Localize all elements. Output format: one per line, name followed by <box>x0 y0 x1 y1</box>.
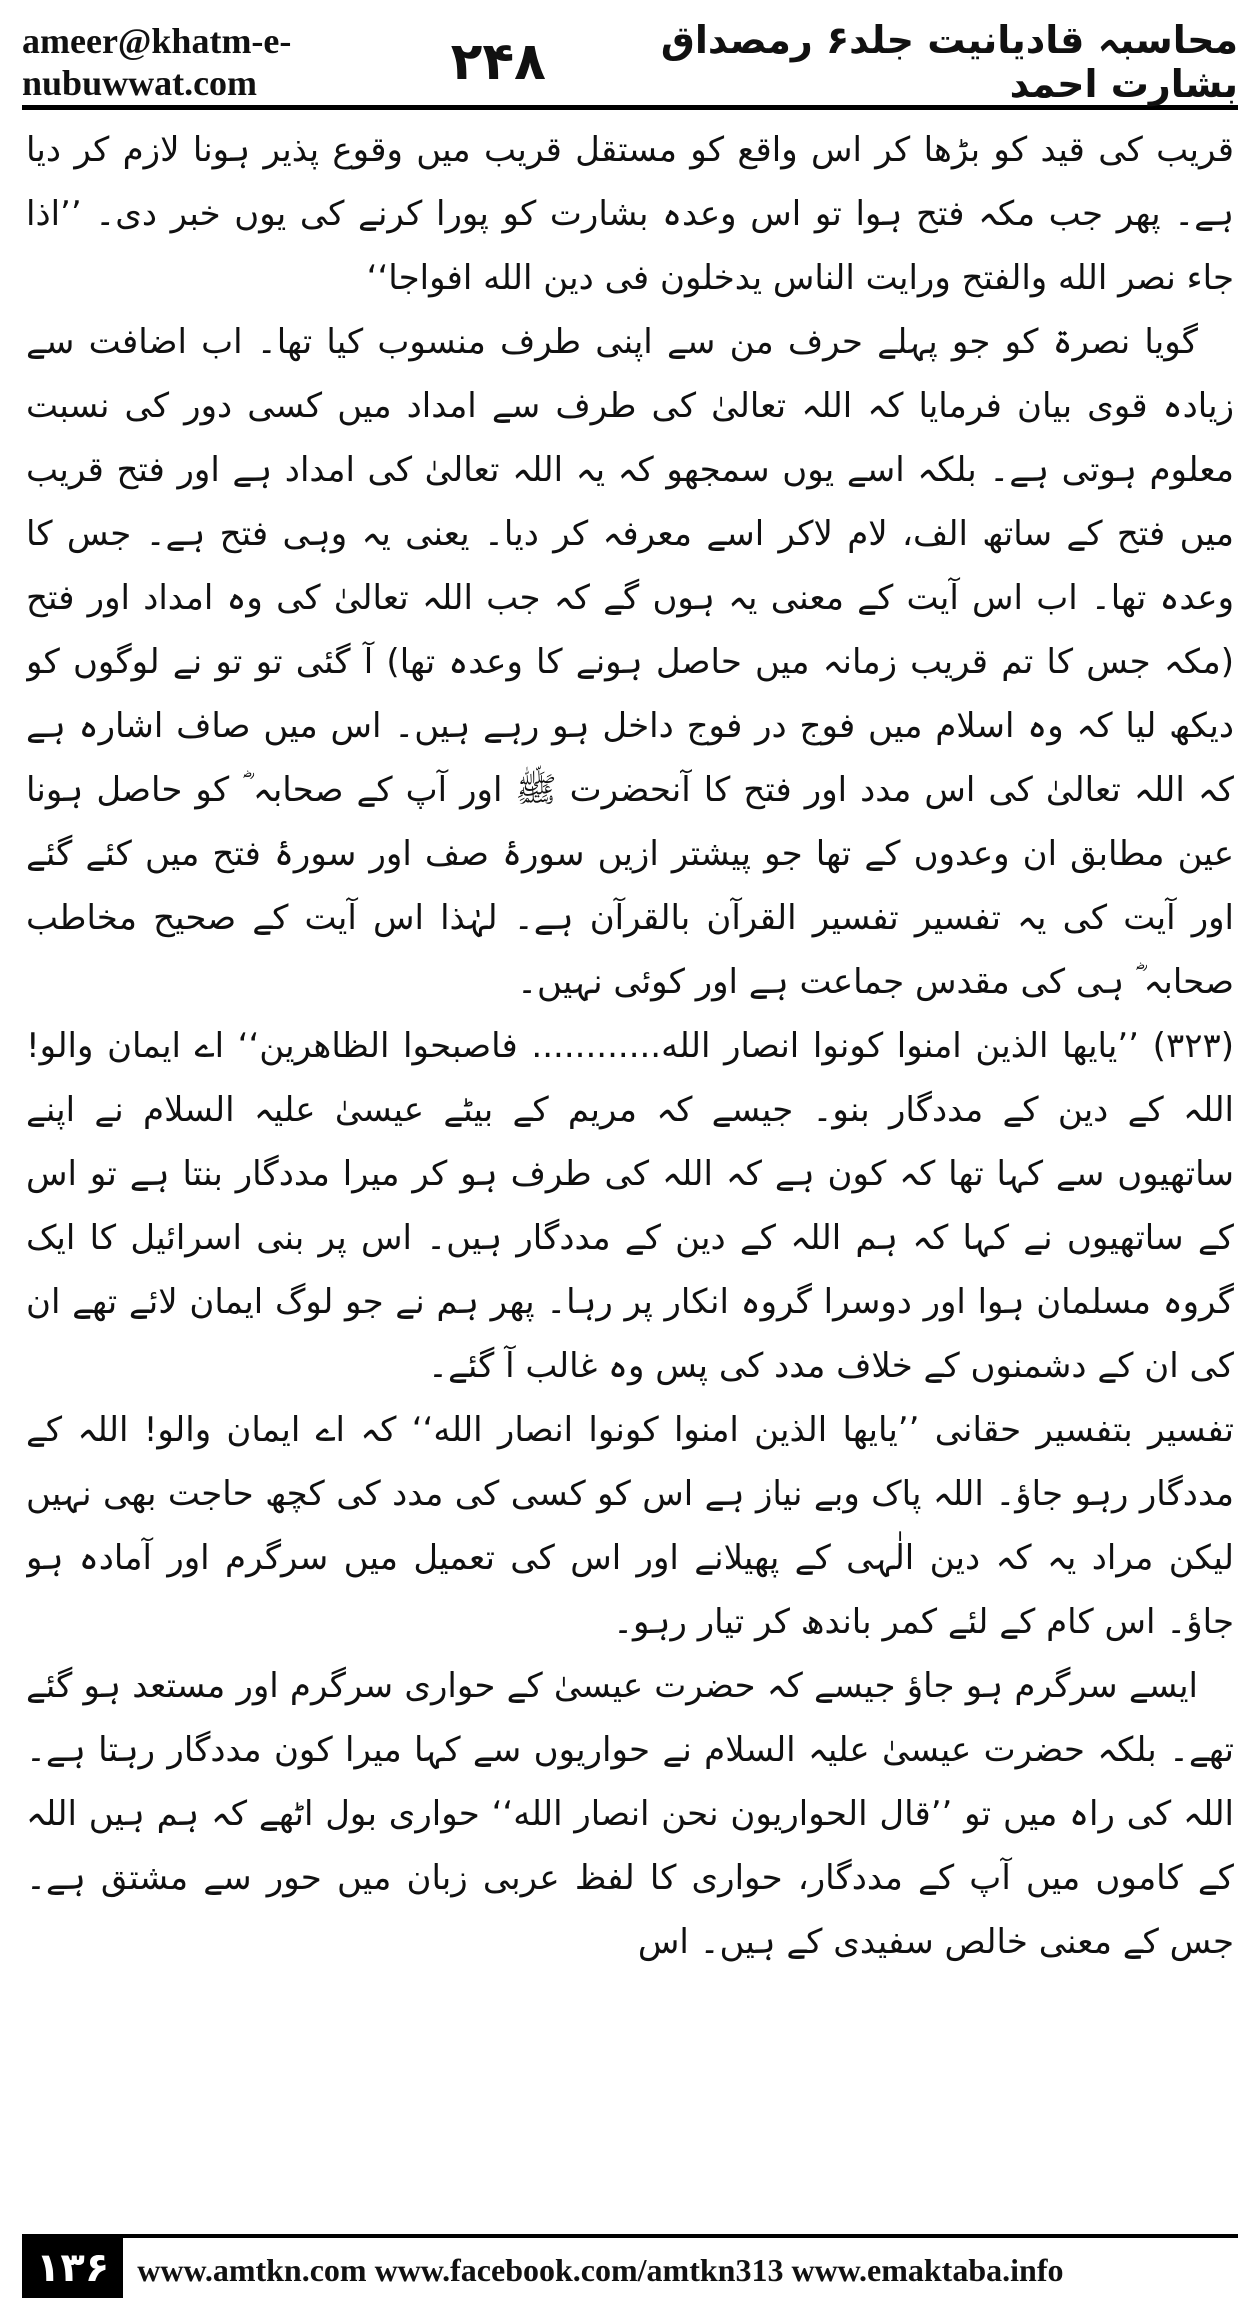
header-page-number: ۲۴۸ <box>450 31 546 92</box>
page-body <box>26 118 1234 2168</box>
paragraph-5: ایسے سرگرم ہو جاؤ جیسے کہ حضرت عیسیٰ کے حواری سرگرم اور مستعد ہو گئے تھے۔ بلکہ حضرت عیسیٰ علیہ السلام نے حواریوں سے کہا میرا کون مددگار رہتا ہے۔ اللہ کی راہ میں تو ’’قال الحواریون نحن انصار الله‘‘ حواری بول اٹھے کہ ہم ہیں اللہ کے کاموں میں آپ کے مددگار، حواری کا لفظ عربی زبان میں حور سے مشتق ہے۔ جس کے معنی خالص سفیدی کے ہیں۔ اس <box>26 1666 1234 1962</box>
paragraph-1: قریب کی قید کو بڑھا کر اس واقع کو مستقل قریب میں وقوع پذیر ہونا لازم کر دیا ہے۔ پھر جب مکہ فتح ہوا تو اس وعدہ بشارت کو پورا کرنے کی یوں خبر دی۔ ’’اذا جاء نصر الله والفتح ورایت الناس یدخلون فی دین الله افواجا‘‘ <box>26 130 1234 298</box>
page-header <box>22 18 1238 110</box>
paragraph-2: گویا نصرۃ کو جو پہلے حرف من سے اپنی طرف منسوب کیا تھا۔ اب اضافت سے زیادہ قوی بیان فرمایا کہ اللہ تعالیٰ کی طرف سے امداد میں کسی دور کی نسبت معلوم ہوتی ہے۔ بلکہ اسے یوں سمجھو کہ یہ اللہ تعالیٰ کی امداد ہے اور فتح قریب میں فتح کے ساتھ الف، لام لاکر اسے معرفہ کر دیا۔ یعنی یہ وہی فتح ہے۔ جس کا وعدہ تھا۔ اب اس آیت کے معنی یہ ہوں گے کہ جب اللہ تعالیٰ کی وہ امداد اور فتح (مکہ جس کا تم قریب زمانہ میں حاصل ہونے کا وعدہ تھا) آ گئی تو تو نے لوگوں کو دیکھ لیا کہ وہ اسلام میں فوج در فوج داخل ہو رہے ہیں۔ اس میں صاف اشارہ ہے کہ اللہ تعالیٰ کی اس مدد اور فتح کا آنحضرت ﷺ اور آپ کے صحابہ ؓ کو حاصل ہونا عین مطابق ان وعدوں کے تھا جو پیشتر ازیں سورۂ صف اور سورۂ فتح میں کئے گئے اور آیت کی یہ تفسیر تفسیر القرآن بالقرآن ہے۔ لہٰذا اس آیت کے صحیح مخاطب صحابہ ؓ ہی کی مقدس جماعت ہے اور کوئی نہیں۔ <box>26 322 1234 1002</box>
paragraph-3: (۳۲۳) ’’یایھا الذین امنوا کونوا انصار الله............ فاصبحوا الظاھرین‘‘ اے ایمان والو! اللہ کے دین کے مددگار بنو۔ جیسے کہ مریم کے بیٹے عیسیٰ علیہ السلام نے اپنے ساتھیوں سے کہا تھا کہ کون ہے کہ اللہ کی طرف ہو کر میرا مددگار بنتا ہے تو اس کے ساتھیوں نے کہا کہ ہم اللہ کے دین کے مددگار ہیں۔ اس پر بنی اسرائیل کا ایک گروہ مسلمان ہوا اور دوسرا گروہ انکار پر رہا۔ پھر ہم نے جو لوگ ایمان لائے تھے ان کی ان کے دشمنوں کے خلاف مدد کی پس وہ غالب آ گئے۔ <box>26 1026 1234 1386</box>
page-footer <box>22 2234 1238 2298</box>
footer-links: www.amtkn.com www.facebook.com/amtkn313 www.emaktaba.info <box>137 2252 1064 2288</box>
header-left <box>22 20 546 104</box>
paragraph-4: تفسیر بتفسیر حقانی ’’یایھا الذین امنوا کونوا انصار الله‘‘ کہ اے ایمان والو! اللہ کے مددگار رہو جاؤ۔ اللہ پاک وبے نیاز ہے اس کو کسی کی مدد کی کچھ حاجت بھی نہیں لیکن مراد یہ کہ دین الٰہی کے پھیلانے اور اس کی تعمیل میں سرگرم اور آمادہ ہو جاؤ۔ اس کام کے لئے کمر باندھ کر تیار رہو۔ <box>26 1410 1234 1642</box>
header-email: ameer@khatm-e-nubuwwat.com <box>22 20 292 103</box>
footer-folio: ۱۳۶ <box>22 2238 123 2298</box>
header-book-title: محاسبہ قادیانیت جلد۶ رمصداق بشارت احمد <box>660 17 1238 106</box>
